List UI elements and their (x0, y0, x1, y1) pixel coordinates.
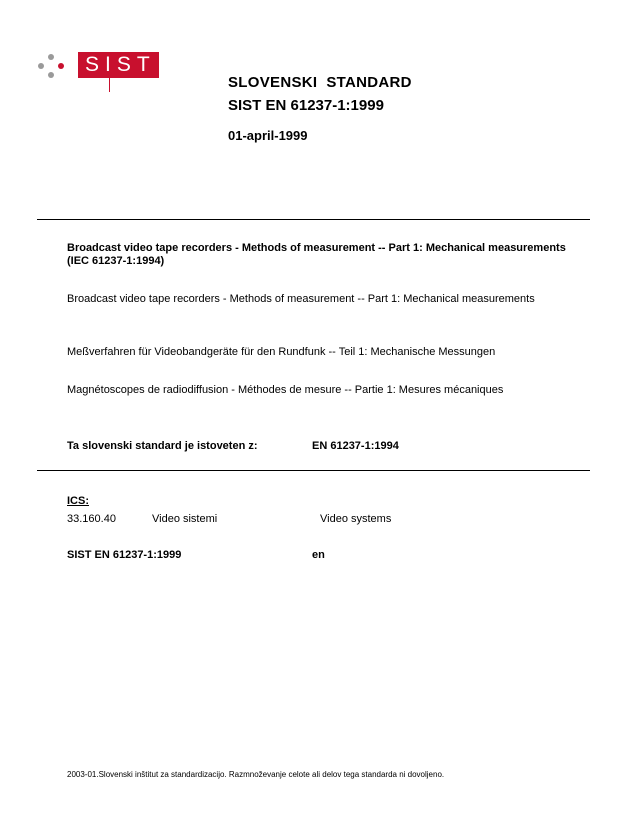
sist-logo: SIST (78, 52, 159, 78)
ics-name-english: Video systems (320, 513, 392, 525)
standard-number: SIST EN 61237-1:1999 (228, 97, 384, 114)
ics-name-slovenian: Video sistemi (152, 513, 218, 525)
sist-logo-dots (37, 52, 73, 88)
ics-label: ICS: (67, 495, 89, 507)
ics-code: 33.160.40 (67, 513, 116, 525)
identity-label: Ta slovenski standard je istoveten z: (67, 440, 258, 452)
divider-bottom (37, 470, 590, 471)
title-french: Magnétoscopes de radiodiffusion - Méthodes de mesure -- Partie 1: Mesures mécaniques (67, 384, 504, 396)
document-language: en (312, 549, 325, 561)
document-id: SIST EN 61237-1:1999 (67, 549, 182, 561)
divider-top (37, 219, 590, 220)
copyright-footer: 2003-01.Slovenski inštitut za standardizacijo. Razmnoževanje celote ali delov tega standarda ni dovoljeno. (67, 770, 445, 779)
title-german: Meßverfahren für Videobandgeräte für den Rundfunk -- Teil 1: Mechanische Messungen (67, 346, 496, 358)
title-english: Broadcast video tape recorders - Methods of measurement -- Part 1: Mechanical measurements (67, 293, 535, 305)
title-english-bold: Broadcast video tape recorders - Methods of measurement -- Part 1: Mechanical measurements (IEC 61237-1:1994) (67, 242, 566, 267)
logo-rule (109, 78, 110, 92)
standard-date: 01-april-1999 (228, 128, 308, 143)
standard-heading: SLOVENSKI STANDARD (228, 74, 412, 91)
identity-value: EN 61237-1:1994 (312, 440, 399, 452)
